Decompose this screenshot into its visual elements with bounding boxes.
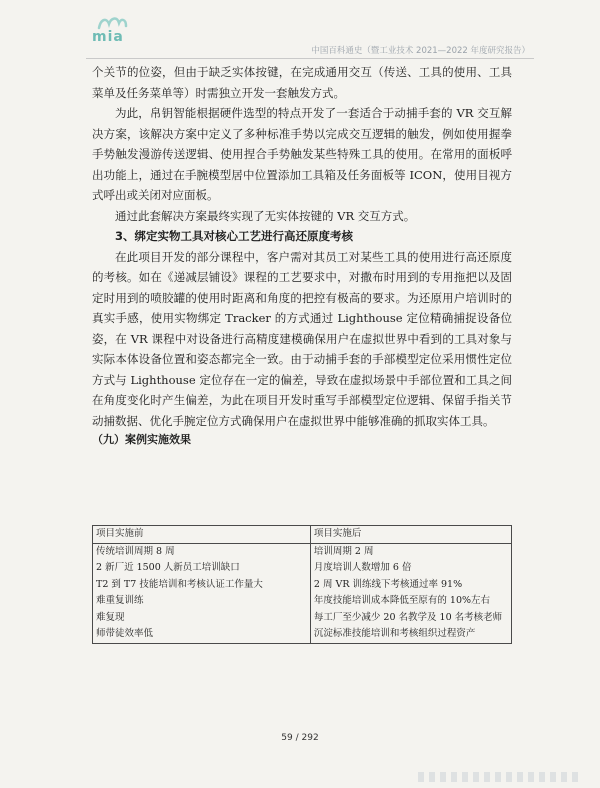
- logo-text: mia: [92, 29, 124, 45]
- section-heading: 3、绑定实物工具对核心工艺进行高还原度考核: [115, 229, 353, 243]
- cell-after: 年度技能培训成本降低至原有的 10%左右: [310, 593, 511, 610]
- table-row: [93, 577, 512, 594]
- logo-mark-icon: [95, 14, 129, 30]
- table-row: [93, 543, 512, 560]
- table-row: [93, 610, 512, 627]
- cell-after: 月度培训人数增加 6 倍: [310, 560, 511, 577]
- header-before: 项目实施前: [93, 526, 311, 544]
- cell-after: 沉淀标准技能培训和考核组织过程资产: [310, 626, 511, 643]
- cell-after: 每工厂至少减少 20 名教学及 10 名考核老师: [310, 610, 511, 627]
- logo: [92, 14, 132, 48]
- paragraph-4: 在此项目开发的部分课程中，客户需对其员工对某些工具的使用进行高还原度的考核。如在《递减层铺设》课程的工艺要求中，对撒布时用到的专用拖把以及固定时用到的喷胶罐的使用时距离和角度的把控有极高的要求。为还原用户培训时的真实手感，使用实物绑定 Tracker 的方式通过 Lighthouse 定位精确捕捉设备位姿，在 VR 课程中对设备进行高精度建模确保用户在虚拟世界中看到的工具对象与实际本体设备位置和姿态都完全一致。由于动捕手套的手部模型定位采用惯性定位方式与 Lighthouse 定位存在一定的偏差，导致在虚拟场景中手部位置和工具之间在角度变化时产生偏差，为此在项目开发时重写手部模型定位逻辑、保留手指关节动捕数据、优化手腕定位方式确保用户在虚拟世界中能够准确的抓取实体工具。: [92, 249, 512, 428]
- results-table: [92, 525, 512, 644]
- running-header: 中国百科通史（暨工业技术 2021—2022 年度研究报告）: [311, 46, 530, 56]
- page-number: 59 / 292: [281, 733, 319, 743]
- paragraph-1: 个关节的位姿，但由于缺乏实体按键，在完成通用交互（传送、工具的使用、工具菜单及任务菜单等）时需独立开发一套触发方式。: [92, 65, 512, 100]
- table-row: [93, 593, 512, 610]
- table-row: [93, 560, 512, 577]
- cell-before: 2 新厂近 1500 人新员工培训缺口: [93, 560, 311, 577]
- scan-watermark: [418, 772, 578, 782]
- cell-before: 难重复训练: [93, 593, 311, 610]
- cell-after: 2 周 VR 训练线下考核通过率 91%: [310, 577, 511, 594]
- cell-before: 传统培训周期 8 周: [93, 543, 311, 560]
- cell-before: T2 到 T7 技能培训和考核认证工作量大: [93, 577, 311, 594]
- header-after: 项目实施后: [310, 526, 511, 544]
- header-divider: [86, 58, 534, 59]
- body-text: [92, 62, 512, 449]
- cell-after: 培训周期 2 周: [310, 543, 511, 560]
- table-header-row: [93, 526, 512, 544]
- paragraph-2: 为此，帛钥智能根据硬件选型的特点开发了一套适合于动捕手套的 VR 交互解决方案，该解决方案中定义了多种标准手势以完成交互逻辑的触发，例如使用握拳手势触发漫游传送逻辑、使用捏合手势触发某些特殊工具的使用。在常用的面板呼出功能上，通过在手腕模型居中位置添加工具箱及任务面板等 ICON，使用目视方式呼出或关闭对应面板。: [92, 106, 512, 202]
- cell-before: 师带徒效率低: [93, 626, 311, 643]
- paragraph-3: 通过此套解决方案最终实现了无实体按键的 VR 交互方式。: [115, 208, 416, 223]
- cell-before: 难复现: [93, 610, 311, 627]
- table-row: [93, 626, 512, 643]
- results-heading: （九）案例实施效果: [92, 433, 191, 446]
